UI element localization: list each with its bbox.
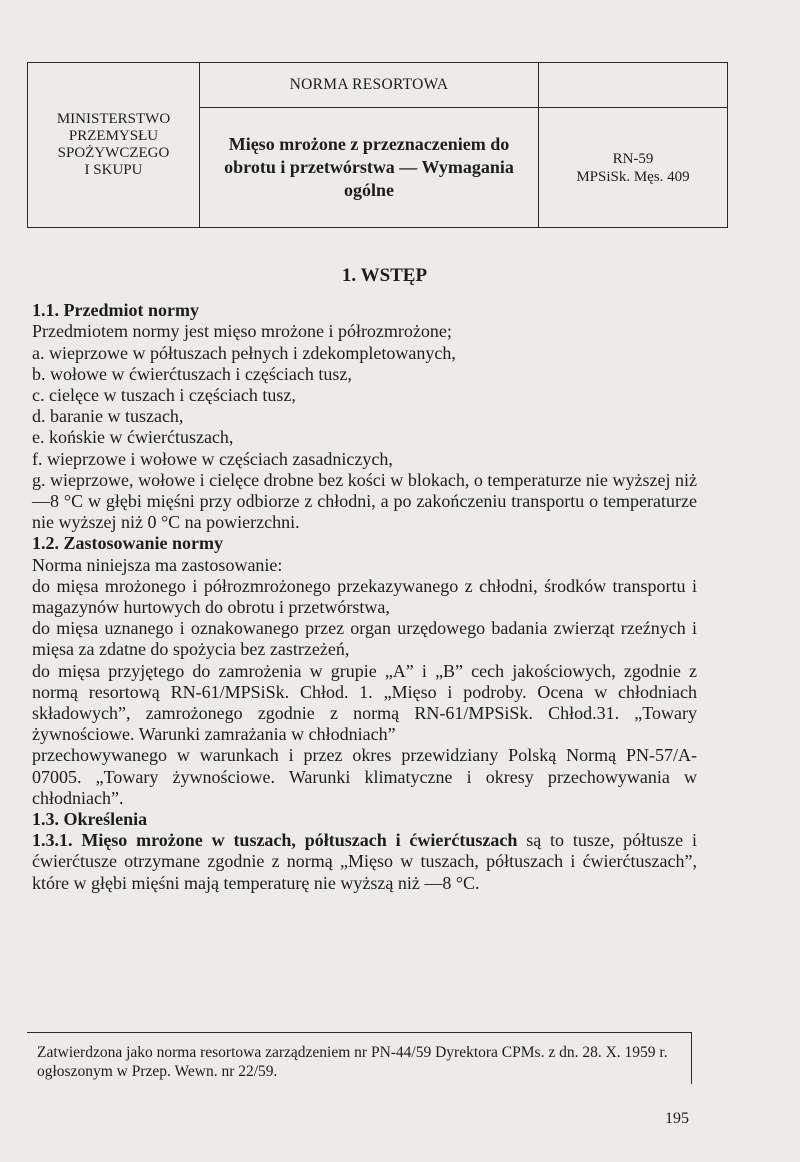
ministry-line: SPOŻYWCZEGO	[57, 145, 170, 161]
approval-footnote: Zatwierdzona jako norma resortowa zarządzeniem nr PN-44/59 Dyrektora CPMs. z dn. 28. X. 1959 r. ogłoszonym w Przep. Wewn. nr 22/59.	[27, 1032, 692, 1084]
subsection-heading: 1.3. Określenia	[32, 809, 148, 830]
ministry-line: PRZEMYSŁU	[68, 128, 159, 144]
paragraph: do mięsa uznanego i oznakowanego przez organ urzędowego badania zwierząt rzeźnych i mięsa za zdatne do spożycia bez zastrzeżeń,	[32, 618, 697, 660]
norm-label: NORMA RESORTOWA	[200, 63, 539, 108]
section-title: 1. WSTĘP	[341, 265, 428, 286]
list-item: b. wołowe w ćwierćtuszach i częściach tusz,	[32, 363, 352, 384]
list-item: d. baranie w tuszach,	[32, 406, 184, 427]
norm-code	[539, 108, 728, 228]
list-item: g. wieprzowe, wołowe i cielęce drobne bez kości w blokach, o temperaturze nie wyższej niż —8 °C w głębi mięśni przy odbiorze z chłodni, a po zakończeniu transportu o temperaturze nie wyższej niż 0 °C na powierzchni.	[32, 469, 697, 533]
list-item: e. końskie w ćwierćtuszach,	[32, 427, 234, 448]
list-item: c. cielęce w tuszach i częściach tusz,	[32, 385, 296, 406]
norm-header-table	[27, 62, 728, 228]
list-item: a. wieprzowe w półtuszach pełnych i zdekompletowanych,	[32, 342, 456, 363]
subsection-heading: 1.1. Przedmiot normy	[32, 300, 199, 321]
paragraph: Przedmiotem normy jest mięso mrożone i półrozmrożone;	[32, 321, 452, 342]
document-body	[32, 265, 697, 894]
ministry-line: I SKUPU	[84, 162, 143, 178]
paragraph: do mięsa przyjętego do zamrożenia w grupie „A” i „B” cech jakościowych, zgodnie z normą resortową RN-61/MPSiSk. Chłod. 1. „Mięso i podroby. Ocena w chłodniach składowych”, zamrożonego zgodnie z normą RN-61/MPSiSk. Chłod.31. „Towary żywnościowe. Warunki zamrażania w chłodniach”	[32, 660, 697, 745]
code-top-cell	[539, 63, 728, 108]
ministry-cell	[28, 63, 200, 228]
definition-paragraph	[32, 830, 697, 894]
page-number: 195	[665, 1110, 689, 1127]
ministry-line: MINISTERSTWO	[56, 111, 171, 127]
norm-code-designation: MPSiSk. Męs. 409	[576, 168, 690, 185]
list-item: f. wieprzowe i wołowe w częściach zasadniczych,	[32, 448, 393, 469]
norm-title: Mięso mrożone z przeznaczeniem do obrotu i przetwórstwa — Wymagania ogólne	[200, 108, 539, 228]
paragraph: do mięsa mrożonego i półrozmrożonego przekazywanego z chłodni, środków transportu i magazynów hurtowych do obrotu i przetwórstwa,	[32, 575, 697, 618]
paragraph: Norma niniejsza ma zastosowanie:	[32, 554, 283, 575]
paragraph: przechowywanego w warunkach i przez okres przewidziany Polską Normą PN-57/A-07005. „Towary żywnościowe. Warunki klimatyczne i okresy przechowywania w chłodniach”.	[32, 745, 697, 808]
subsection-heading: 1.2. Zastosowanie normy	[32, 533, 224, 554]
definition-text: są to tusze, półtusze i ćwierćtusze otrzymane zgodnie z normą „Mięso w tuszach, półtuszach i ćwierćtuszach”, które w głębi mięśni mają temperaturę nie wyższą niż —8 °C.	[32, 830, 697, 893]
definition-term: 1.3.1. Mięso mrożone w tuszach, półtuszach i ćwierćtuszach	[32, 830, 518, 851]
norm-code-number: RN-59	[612, 150, 654, 167]
